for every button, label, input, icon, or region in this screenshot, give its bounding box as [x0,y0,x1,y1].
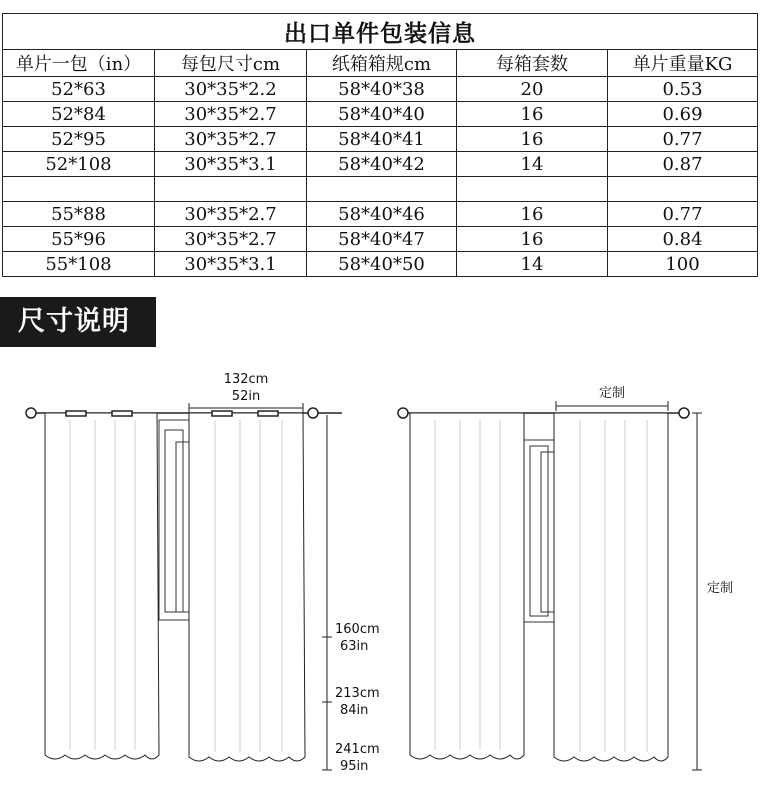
table-cell: 52*108 [3,152,155,177]
table-cell: 0.77 [608,202,758,227]
table-cell: 58*40*38 [307,77,457,102]
table-cell: 58*40*42 [307,152,457,177]
table-cell: 58*40*46 [307,202,457,227]
length-label-in: 84in [340,703,369,718]
table-cell: 0.69 [608,102,758,127]
table-cell: 20 [457,77,608,102]
table-cell: 55*88 [3,202,155,227]
length-label-in: 63in [340,639,369,654]
custom-width-label: 定制 [598,386,625,401]
table-cell: 55*108 [3,252,155,277]
table-cell: 30*35*2.7 [155,127,307,152]
left-curtain-diagram [26,403,342,770]
window-frame [159,420,189,620]
length-label-cm: 241cm [335,742,380,757]
header-cell: 每包尺寸cm [155,50,307,77]
length-label-in: 95in [340,759,369,774]
header-cell: 纸箱箱规cm [307,50,457,77]
rod-finial-right [679,408,689,418]
rod-finial-left [398,408,408,418]
table-cell: 30*35*2.7 [155,202,307,227]
curtain-panel-right [554,413,668,761]
curtain-panel-left [45,413,159,759]
table-cell: 16 [457,102,608,127]
curtain-panel-right [189,413,305,761]
rod-finial-left [26,408,36,418]
table-cell: 30*35*2.7 [155,102,307,127]
curtain-panel-left [410,413,524,759]
length-label-cm: 160cm [335,622,380,637]
right-curtain-diagram [398,401,702,770]
table-cell: 14 [457,152,608,177]
table-cell: 30*35*2.2 [155,77,307,102]
table-cell: 58*40*41 [307,127,457,152]
window-frame [524,440,554,622]
table-cell: 58*40*40 [307,102,457,127]
table-cell: 0.77 [608,127,758,152]
table-cell: 14 [457,252,608,277]
section-title-banner: 尺寸说明 [0,297,156,347]
table-cell: 58*40*47 [307,227,457,252]
width-dimension-line [189,403,303,413]
table-cell: 52*95 [3,127,155,152]
custom-height-label: 定制 [706,581,733,596]
table-cell: 100 [608,252,758,277]
table-cell: 0.53 [608,77,758,102]
table-cell: 58*40*50 [307,252,457,277]
table-cell: 30*35*3.1 [155,252,307,277]
header-cell: 单片重量KG [608,50,758,77]
length-label-cm: 213cm [335,686,380,701]
table-cell: 52*84 [3,102,155,127]
rod-finial-right [308,408,318,418]
table-cell: 30*35*3.1 [155,152,307,177]
table-cell: 30*35*2.7 [155,227,307,252]
header-cell: 每箱套数 [457,50,608,77]
table-cell: 55*96 [3,227,155,252]
width-label-cm: 132cm [223,372,269,387]
width-label-in: 52in [231,389,261,404]
height-dimension-line [322,415,332,770]
table-cell: 0.87 [608,152,758,177]
table-cell: 0.84 [608,227,758,252]
table-cell: 16 [457,202,608,227]
width-dimension-line [556,401,668,411]
header-cell: 单片一包（in） [3,50,155,77]
table-cell: 16 [457,127,608,152]
table-title: 出口单件包装信息 [3,14,758,50]
table-cell: 16 [457,227,608,252]
table-cell: 52*63 [3,77,155,102]
